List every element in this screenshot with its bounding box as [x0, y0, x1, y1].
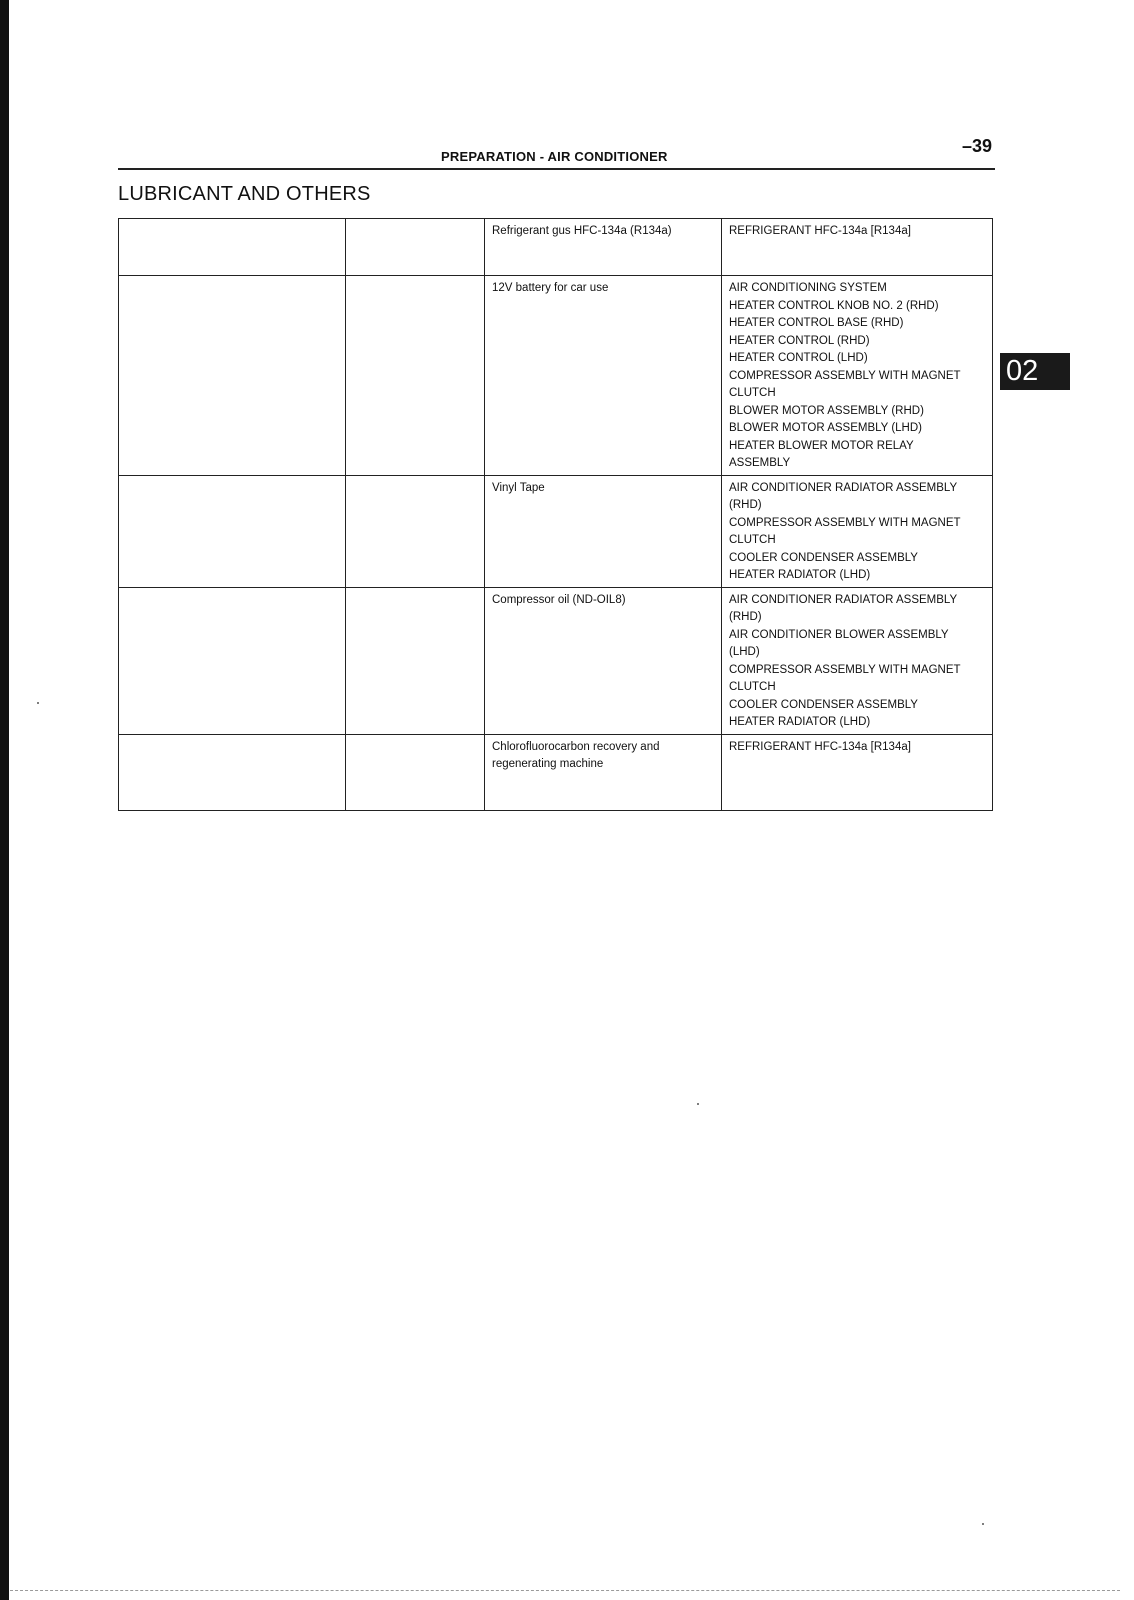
section-tab: 02 — [1000, 353, 1070, 390]
item-cell: Vinyl Tape — [485, 475, 722, 587]
used-for-line: COMPRESSOR ASSEMBLY WITH MAGNET — [729, 369, 961, 382]
used-for-line: COOLER CONDENSER ASSEMBLY — [729, 551, 918, 564]
used-for-line: COOLER CONDENSER ASSEMBLY — [729, 698, 918, 711]
used-for-line: HEATER CONTROL KNOB NO. 2 (RHD) — [729, 299, 939, 312]
binding-edge — [0, 0, 9, 1600]
illustration-cell — [119, 475, 346, 587]
used-for-line: (RHD) — [729, 499, 762, 511]
used-for-line: HEATER CONTROL (RHD) — [729, 334, 870, 347]
used-for-line: HEATER RADIATOR (LHD) — [729, 716, 871, 728]
scan-edge-noise — [10, 1590, 1120, 1591]
used-for-line: COMPRESSOR ASSEMBLY WITH MAGNET — [729, 663, 961, 676]
used-for-line: BLOWER MOTOR ASSEMBLY (RHD) — [729, 404, 924, 417]
item-cell: Chlorofluorocarbon recovery and regenerating machine — [485, 734, 722, 810]
used-for-line: BLOWER MOTOR ASSEMBLY (LHD) — [729, 422, 922, 434]
table-row — [119, 734, 993, 810]
section-title: LUBRICANT AND OTHERS — [118, 183, 371, 205]
illustration-cell — [119, 587, 346, 734]
used-for-cell — [722, 587, 993, 734]
used-for-line: AIR CONDITIONER RADIATOR ASSEMBLY — [729, 481, 958, 494]
part-number-cell — [346, 219, 485, 276]
used-for-line: ASSEMBLY — [729, 457, 791, 469]
part-number-cell — [346, 276, 485, 476]
used-for-line: REFRIGERANT HFC-134a [R134a] — [729, 740, 911, 753]
used-for-line: CLUTCH — [729, 534, 776, 546]
used-for-cell — [722, 219, 993, 276]
used-for-line: AIR CONDITIONER RADIATOR ASSEMBLY — [729, 593, 958, 606]
illustration-cell — [119, 734, 346, 810]
table-row — [119, 587, 993, 734]
table-row — [119, 475, 993, 587]
used-for-cell — [722, 276, 993, 476]
item-cell: Compressor oil (ND-OIL8) — [485, 587, 722, 734]
used-for-line: AIR CONDITIONING SYSTEM — [729, 282, 887, 294]
table-row — [119, 276, 993, 476]
illustration-cell — [119, 276, 346, 476]
used-for-line: HEATER CONTROL (LHD) — [729, 352, 868, 364]
item-cell: Refrigerant gus HFC-134a (R134a) — [485, 219, 722, 276]
scan-speck — [37, 702, 39, 704]
used-for-line: HEATER RADIATOR (LHD) — [729, 569, 871, 581]
part-number-cell — [346, 475, 485, 587]
used-for-line: CLUTCH — [729, 681, 776, 693]
page-number: –39 — [962, 136, 993, 156]
used-for-line: CLUTCH — [729, 387, 776, 399]
header-divider — [118, 168, 995, 170]
part-number-cell — [346, 587, 485, 734]
used-for-cell — [722, 475, 993, 587]
used-for-cell — [722, 734, 993, 810]
part-number-cell — [346, 734, 485, 810]
used-for-line: (RHD) — [729, 611, 762, 623]
illustration-cell — [119, 219, 346, 276]
lubricant-table — [118, 218, 993, 811]
scan-speck — [982, 1523, 984, 1525]
used-for-line: HEATER BLOWER MOTOR RELAY — [729, 439, 914, 452]
item-cell: 12V battery for car use — [485, 276, 722, 476]
table-row — [119, 219, 993, 276]
scan-speck — [697, 1103, 699, 1105]
used-for-line: AIR CONDITIONER BLOWER ASSEMBLY — [729, 628, 949, 641]
used-for-line: HEATER CONTROL BASE (RHD) — [729, 317, 904, 329]
used-for-line: COMPRESSOR ASSEMBLY WITH MAGNET — [729, 516, 961, 529]
page-header-title: PREPARATION - AIR CONDITIONER — [441, 149, 668, 164]
used-for-line: (LHD) — [729, 646, 760, 658]
used-for-line: REFRIGERANT HFC-134a [R134a] — [729, 225, 911, 237]
